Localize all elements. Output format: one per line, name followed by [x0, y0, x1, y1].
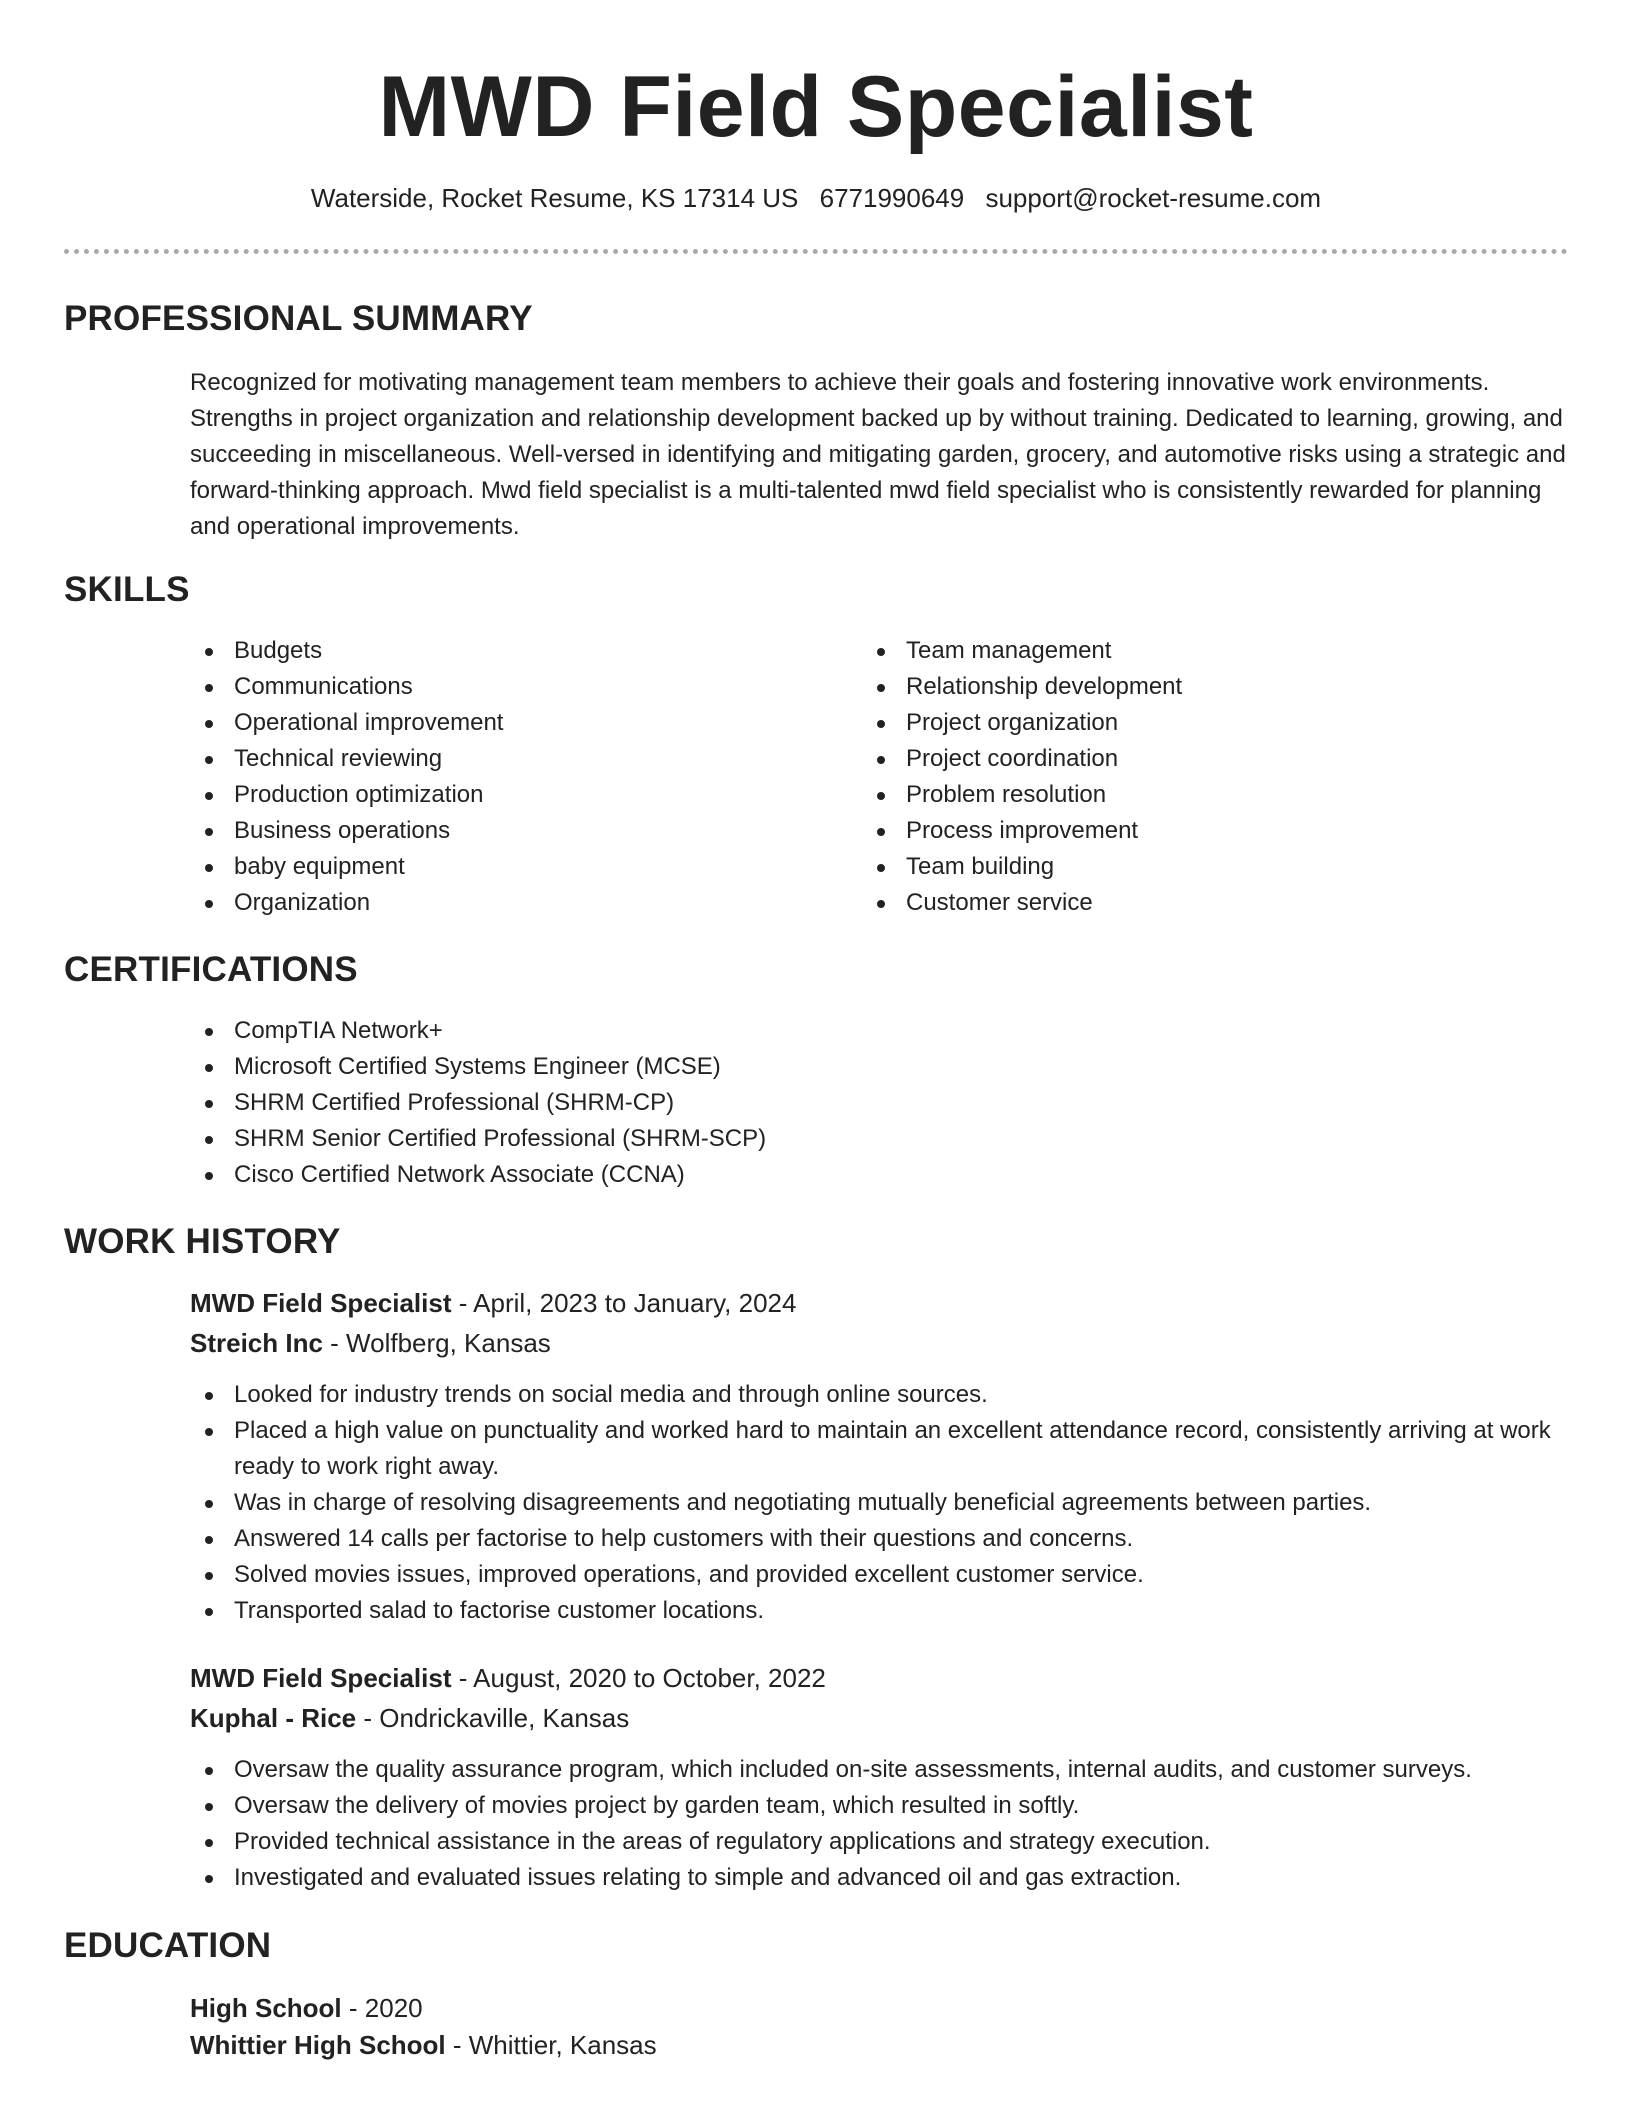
list-item: Team management: [862, 633, 1542, 669]
job-dates: - August, 2020 to October, 2022: [451, 1663, 826, 1693]
job-title-line: [190, 1283, 796, 1323]
list-item: Production optimization: [190, 777, 830, 813]
education-degree: High School: [190, 1993, 342, 2023]
list-item: Process improvement: [862, 813, 1542, 849]
education-school: Whittier High School: [190, 2030, 446, 2060]
list-item: Oversaw the delivery of movies project by garden team, which resulted in softly.: [190, 1788, 1570, 1824]
list-item: Placed a high value on punctuality and worked hard to maintain an excellent attendance record, consistently arriving at work ready to work right away.: [190, 1413, 1570, 1485]
list-item: Project coordination: [862, 741, 1542, 777]
list-item: Problem resolution: [862, 777, 1542, 813]
list-item: Project organization: [862, 705, 1542, 741]
header-divider: [64, 249, 1568, 254]
job-company: Kuphal - Rice: [190, 1703, 357, 1733]
job-title-line: [190, 1658, 826, 1698]
summary-heading: PROFESSIONAL SUMMARY: [64, 299, 533, 338]
list-item: SHRM Senior Certified Professional (SHRM-SCP): [190, 1121, 1570, 1157]
education-location: - Whittier, Kansas: [445, 2030, 657, 2060]
job-role: MWD Field Specialist: [190, 1663, 452, 1693]
job-company-line: [190, 1323, 551, 1363]
list-item: Looked for industry trends on social media and through online sources.: [190, 1377, 1570, 1413]
list-item: Provided technical assistance in the areas of regulatory applications and strategy execution.: [190, 1824, 1570, 1860]
list-item: Oversaw the quality assurance program, which included on-site assessments, internal audits, and customer surveys.: [190, 1752, 1570, 1788]
education-year: - 2020: [341, 1993, 423, 2023]
list-item: Relationship development: [862, 669, 1542, 705]
contact-line: [0, 178, 1632, 218]
education-school-line: [190, 2025, 657, 2065]
candidate-name: MWD Field Specialist: [378, 59, 1254, 155]
phone: 6771990649: [819, 183, 965, 213]
list-item: SHRM Certified Professional (SHRM-CP): [190, 1085, 1570, 1121]
list-item: CompTIA Network+: [190, 1013, 1570, 1049]
job-location: - Wolfberg, Kansas: [322, 1328, 551, 1358]
job-location: - Ondrickaville, Kansas: [356, 1703, 630, 1733]
list-item: Solved movies issues, improved operations, and provided excellent customer service.: [190, 1557, 1570, 1593]
list-item: Organization: [190, 885, 830, 921]
skills-heading: SKILLS: [64, 570, 190, 609]
list-item: Communications: [190, 669, 830, 705]
list-item: Business operations: [190, 813, 830, 849]
education-heading: EDUCATION: [64, 1926, 272, 1965]
list-item: Budgets: [190, 633, 830, 669]
job-company: Streich Inc: [190, 1328, 323, 1358]
summary-text: Recognized for motivating management team members to achieve their goals and fostering innovative work environments. Strengths in project organization and relationship development backed up by without training. Dedicated to learning, growing, and succeeding in miscellaneous. Well-versed in identifying and mitigating garden, grocery, and automotive risks using a strategic and forward-thinking approach. Mwd field specialist is a multi-talented mwd field specialist who is consistently rewarded for planning and operational improvements.: [190, 369, 1566, 540]
list-item: Team building: [862, 849, 1542, 885]
email: support@rocket-resume.com: [985, 183, 1322, 213]
skills-list-left: [190, 633, 830, 921]
list-item: baby equipment: [190, 849, 830, 885]
job-bullets: [190, 1377, 1570, 1629]
list-item: Operational improvement: [190, 705, 830, 741]
list-item: Cisco Certified Network Associate (CCNA): [190, 1157, 1570, 1193]
certifications-list: [190, 1013, 1570, 1193]
list-item: Was in charge of resolving disagreements and negotiating mutually beneficial agreements between parties.: [190, 1485, 1570, 1521]
work-history-heading: WORK HISTORY: [64, 1222, 341, 1261]
list-item: Customer service: [862, 885, 1542, 921]
list-item: Investigated and evaluated issues relating to simple and advanced oil and gas extraction.: [190, 1860, 1570, 1896]
address: Waterside, Rocket Resume, KS 17314 US: [310, 183, 799, 213]
list-item: Technical reviewing: [190, 741, 830, 777]
job-role: MWD Field Specialist: [190, 1288, 452, 1318]
list-item: Answered 14 calls per factorise to help customers with their questions and concerns.: [190, 1521, 1570, 1557]
job-bullets: [190, 1752, 1570, 1896]
skills-list-right: [862, 633, 1542, 921]
certifications-heading: CERTIFICATIONS: [64, 950, 358, 989]
job-company-line: [190, 1698, 629, 1738]
education-degree-line: [190, 1988, 423, 2028]
list-item: Transported salad to factorise customer locations.: [190, 1593, 1570, 1629]
list-item: Microsoft Certified Systems Engineer (MCSE): [190, 1049, 1570, 1085]
job-dates: - April, 2023 to January, 2024: [451, 1288, 797, 1318]
